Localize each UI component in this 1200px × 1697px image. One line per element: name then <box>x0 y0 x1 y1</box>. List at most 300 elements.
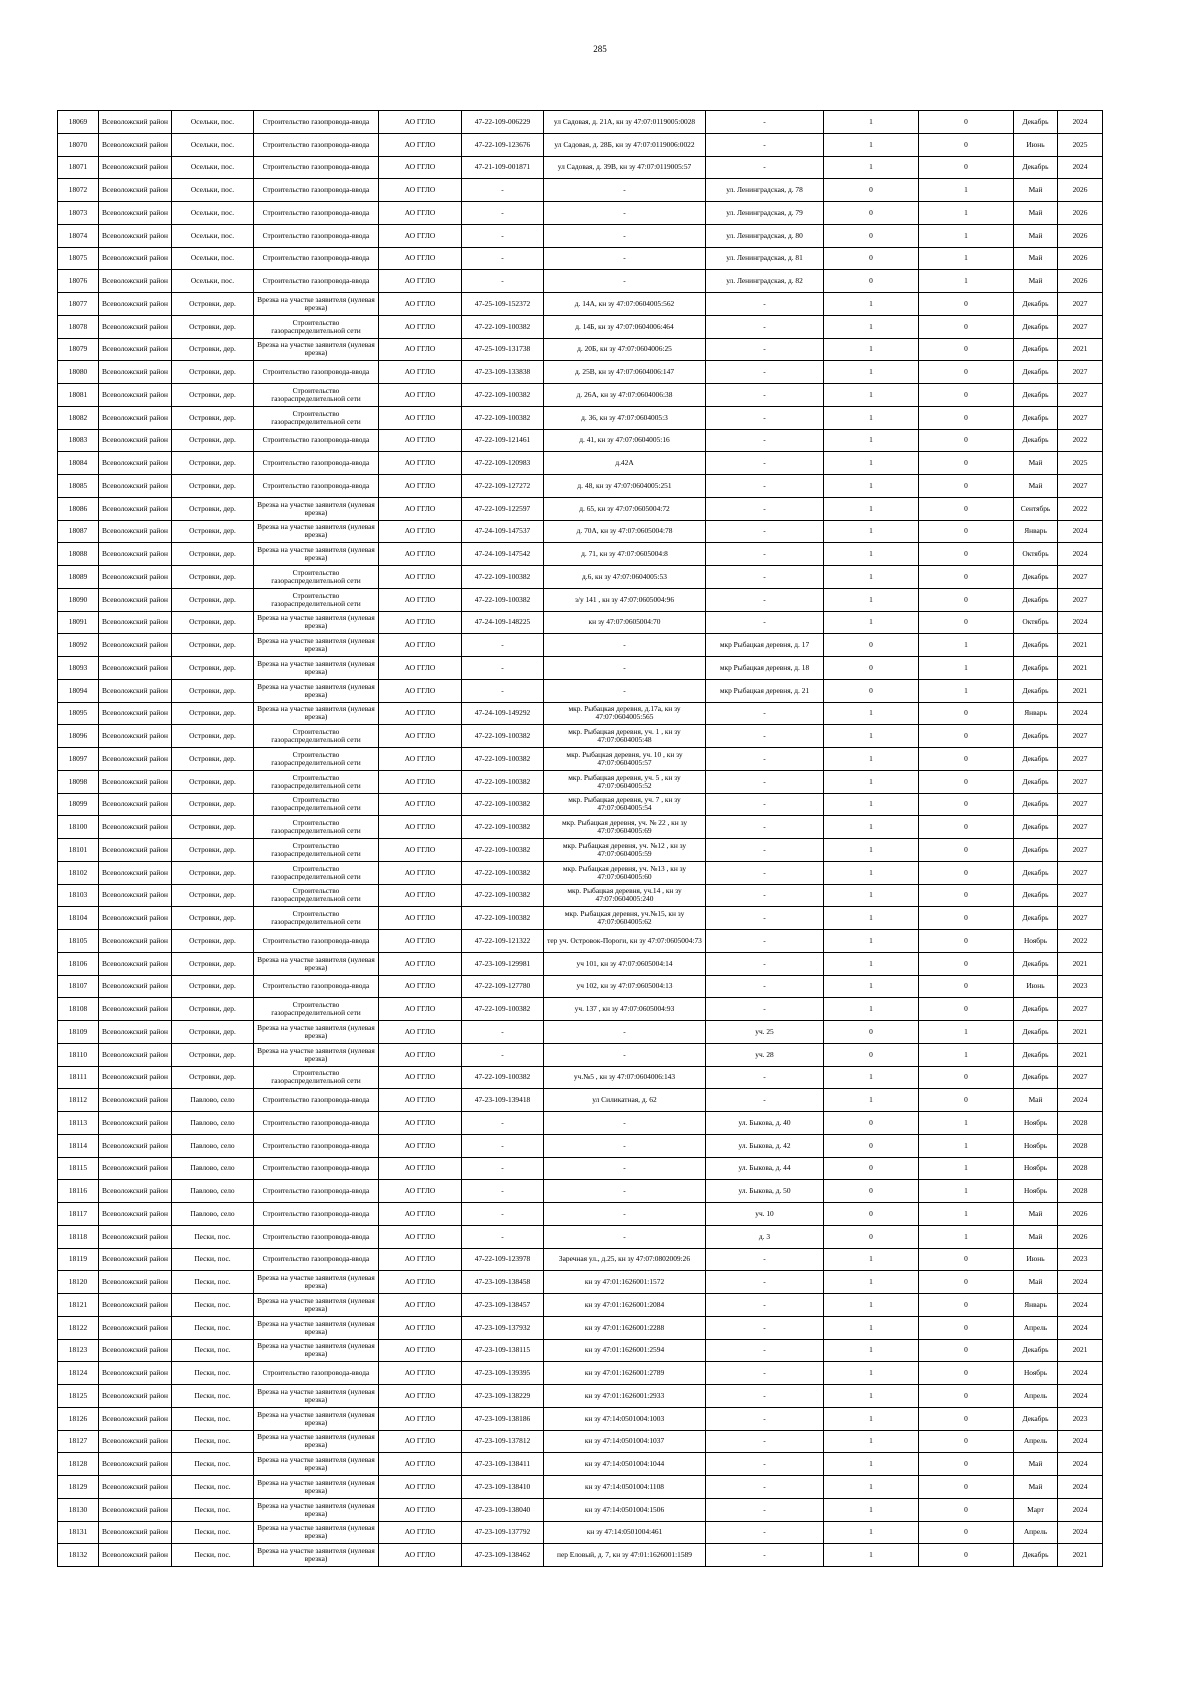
work-type-cell: Строительство газораспределительной сети <box>254 770 379 793</box>
organization-cell: АО ГГЛО <box>379 543 462 566</box>
district-cell: Всеволожский район <box>99 1385 172 1408</box>
application-code-cell: 47-22-109-100382 <box>462 884 544 907</box>
object-cell: - <box>544 247 706 270</box>
district-cell: Всеволожский район <box>99 1157 172 1180</box>
page-number: 285 <box>593 44 607 54</box>
count-b-cell: 0 <box>919 452 1014 475</box>
work-type-cell: Строительство газопровода-ввода <box>254 1225 379 1248</box>
count-a-cell: 1 <box>824 361 919 384</box>
row-number-cell: 18121 <box>58 1294 99 1317</box>
month-cell: Декабрь <box>1014 861 1058 884</box>
application-code-cell: 47-22-109-127780 <box>462 975 544 998</box>
count-a-cell: 1 <box>824 998 919 1021</box>
row-number-cell: 18126 <box>58 1407 99 1430</box>
organization-cell: АО ГГЛО <box>379 1180 462 1203</box>
organization-cell: АО ГГЛО <box>379 588 462 611</box>
locality-cell: Островки, дер. <box>172 770 254 793</box>
address-cell: - <box>706 406 824 429</box>
work-type-cell: Врезка на участке заявителя (нулевая врезка) <box>254 1339 379 1362</box>
count-a-cell: 1 <box>824 1339 919 1362</box>
application-code-cell: - <box>462 634 544 657</box>
row-number-cell: 18130 <box>58 1498 99 1521</box>
district-cell: Всеволожский район <box>99 520 172 543</box>
application-code-cell: 47-23-109-138462 <box>462 1544 544 1567</box>
district-cell: Всеволожский район <box>99 247 172 270</box>
application-code-cell: - <box>462 1043 544 1066</box>
object-cell: д. 14А, кн зу 47:07:0604005:562 <box>544 293 706 316</box>
month-cell: Май <box>1014 475 1058 498</box>
row-number-cell: 18106 <box>58 952 99 975</box>
table-body <box>58 111 1103 1567</box>
locality-cell: Пески, пос. <box>172 1225 254 1248</box>
application-code-cell: 47-23-109-138186 <box>462 1407 544 1430</box>
address-cell: ул. Ленинградская, д. 80 <box>706 224 824 247</box>
application-code-cell: 47-22-109-123676 <box>462 133 544 156</box>
row-number-cell: 18109 <box>58 1021 99 1044</box>
application-code-cell: 47-23-109-133838 <box>462 361 544 384</box>
count-b-cell: 0 <box>919 1498 1014 1521</box>
work-type-cell: Врезка на участке заявителя (нулевая врезка) <box>254 1498 379 1521</box>
locality-cell: Островки, дер. <box>172 611 254 634</box>
address-cell: - <box>706 475 824 498</box>
work-type-cell: Строительство газораспределительной сети <box>254 406 379 429</box>
object-cell: ул Садовая, д. 28Б, кн зу 47:07:0119006:0022 <box>544 133 706 156</box>
organization-cell: АО ГГЛО <box>379 497 462 520</box>
year-cell: 2027 <box>1058 861 1103 884</box>
object-cell: д. 71, кн зу 47:07:0605004:8 <box>544 543 706 566</box>
locality-cell: Островки, дер. <box>172 566 254 589</box>
count-b-cell: 0 <box>919 1294 1014 1317</box>
application-code-cell: 47-22-109-100382 <box>462 566 544 589</box>
organization-cell: АО ГГЛО <box>379 611 462 634</box>
object-cell: - <box>544 1021 706 1044</box>
organization-cell: АО ГГЛО <box>379 1271 462 1294</box>
work-type-cell: Врезка на участке заявителя (нулевая врезка) <box>254 952 379 975</box>
district-cell: Всеволожский район <box>99 839 172 862</box>
district-cell: Всеволожский район <box>99 1066 172 1089</box>
row-number-cell: 18090 <box>58 588 99 611</box>
object-cell: уч 102, кн зу 47:07:0605004:13 <box>544 975 706 998</box>
locality-cell: Павлово, село <box>172 1180 254 1203</box>
count-b-cell: 0 <box>919 588 1014 611</box>
count-a-cell: 1 <box>824 1521 919 1544</box>
month-cell: Декабрь <box>1014 884 1058 907</box>
count-b-cell: 1 <box>919 634 1014 657</box>
application-code-cell: 47-25-109-131738 <box>462 338 544 361</box>
work-type-cell: Врезка на участке заявителя (нулевая врезка) <box>254 497 379 520</box>
address-cell: - <box>706 520 824 543</box>
table-row <box>58 1043 1103 1066</box>
table-row <box>58 1407 1103 1430</box>
year-cell: 2021 <box>1058 1043 1103 1066</box>
year-cell: 2027 <box>1058 748 1103 771</box>
district-cell: Всеволожский район <box>99 1544 172 1567</box>
locality-cell: Островки, дер. <box>172 384 254 407</box>
district-cell: Всеволожский район <box>99 361 172 384</box>
year-cell: 2027 <box>1058 361 1103 384</box>
object-cell: кн зу 47:01:1626001:2594 <box>544 1339 706 1362</box>
row-number-cell: 18079 <box>58 338 99 361</box>
row-number-cell: 18080 <box>58 361 99 384</box>
year-cell: 2024 <box>1058 1521 1103 1544</box>
year-cell: 2028 <box>1058 1180 1103 1203</box>
application-code-cell: - <box>462 657 544 680</box>
row-number-cell: 18117 <box>58 1203 99 1226</box>
count-a-cell: 1 <box>824 884 919 907</box>
locality-cell: Островки, дер. <box>172 725 254 748</box>
object-cell: д. 48, кн зу 47:07:0604005:251 <box>544 475 706 498</box>
organization-cell: АО ГГЛО <box>379 725 462 748</box>
month-cell: Декабрь <box>1014 588 1058 611</box>
count-b-cell: 0 <box>919 384 1014 407</box>
row-number-cell: 18072 <box>58 179 99 202</box>
month-cell: Декабрь <box>1014 907 1058 930</box>
address-cell: - <box>706 384 824 407</box>
district-cell: Всеволожский район <box>99 497 172 520</box>
year-cell: 2022 <box>1058 429 1103 452</box>
application-code-cell: - <box>462 1112 544 1135</box>
table-row <box>58 475 1103 498</box>
year-cell: 2023 <box>1058 975 1103 998</box>
organization-cell: АО ГГЛО <box>379 1066 462 1089</box>
year-cell: 2027 <box>1058 315 1103 338</box>
month-cell: Декабрь <box>1014 566 1058 589</box>
object-cell: д. 65, кн зу 47:07:0605004:72 <box>544 497 706 520</box>
row-number-cell: 18076 <box>58 270 99 293</box>
table-row <box>58 1112 1103 1135</box>
application-code-cell: - <box>462 247 544 270</box>
table-row <box>58 338 1103 361</box>
object-cell: мкр. Рыбацкая деревня, уч. 7 , кн зу 47:07:0604005:54 <box>544 793 706 816</box>
row-number-cell: 18097 <box>58 748 99 771</box>
organization-cell: АО ГГЛО <box>379 1521 462 1544</box>
count-b-cell: 0 <box>919 702 1014 725</box>
district-cell: Всеволожский район <box>99 1180 172 1203</box>
application-code-cell: 47-22-109-120983 <box>462 452 544 475</box>
count-b-cell: 0 <box>919 1430 1014 1453</box>
row-number-cell: 18107 <box>58 975 99 998</box>
district-cell: Всеволожский район <box>99 907 172 930</box>
work-type-cell: Врезка на участке заявителя (нулевая врезка) <box>254 1316 379 1339</box>
work-type-cell: Строительство газопровода-ввода <box>254 1112 379 1135</box>
locality-cell: Пески, пос. <box>172 1544 254 1567</box>
district-cell: Всеволожский район <box>99 1316 172 1339</box>
work-type-cell: Врезка на участке заявителя (нулевая врезка) <box>254 657 379 680</box>
address-cell: - <box>706 156 824 179</box>
organization-cell: АО ГГЛО <box>379 634 462 657</box>
row-number-cell: 18101 <box>58 839 99 862</box>
organization-cell: АО ГГЛО <box>379 839 462 862</box>
locality-cell: Островки, дер. <box>172 1043 254 1066</box>
gasification-table <box>57 110 1103 1567</box>
organization-cell: АО ГГЛО <box>379 475 462 498</box>
count-a-cell: 1 <box>824 406 919 429</box>
month-cell: Май <box>1014 270 1058 293</box>
count-b-cell: 0 <box>919 111 1014 134</box>
application-code-cell: 47-22-109-100382 <box>462 998 544 1021</box>
month-cell: Декабрь <box>1014 679 1058 702</box>
object-cell: пер Еловый, д. 7, кн зу 47:01:1626001:1589 <box>544 1544 706 1567</box>
organization-cell: АО ГГЛО <box>379 884 462 907</box>
year-cell: 2024 <box>1058 1476 1103 1499</box>
organization-cell: АО ГГЛО <box>379 1453 462 1476</box>
address-cell: уч. 28 <box>706 1043 824 1066</box>
count-b-cell: 0 <box>919 748 1014 771</box>
year-cell: 2027 <box>1058 293 1103 316</box>
table-row <box>58 1225 1103 1248</box>
application-code-cell: - <box>462 1134 544 1157</box>
organization-cell: АО ГГЛО <box>379 1430 462 1453</box>
object-cell: мкр. Рыбацкая деревня, уч. 10 , кн зу 47:07:0604005:57 <box>544 748 706 771</box>
district-cell: Всеволожский район <box>99 998 172 1021</box>
object-cell: мкр. Рыбацкая деревня, уч. 5 , кн зу 47:07:0604005:52 <box>544 770 706 793</box>
work-type-cell: Врезка на участке заявителя (нулевая врезка) <box>254 1043 379 1066</box>
count-b-cell: 0 <box>919 1248 1014 1271</box>
month-cell: Июнь <box>1014 1248 1058 1271</box>
district-cell: Всеволожский район <box>99 315 172 338</box>
work-type-cell: Строительство газораспределительной сети <box>254 588 379 611</box>
organization-cell: АО ГГЛО <box>379 1316 462 1339</box>
row-number-cell: 18118 <box>58 1225 99 1248</box>
work-type-cell: Строительство газопровода-ввода <box>254 429 379 452</box>
organization-cell: АО ГГЛО <box>379 861 462 884</box>
work-type-cell: Строительство газопровода-ввода <box>254 179 379 202</box>
work-type-cell: Врезка на участке заявителя (нулевая врезка) <box>254 1407 379 1430</box>
application-code-cell: 47-22-109-100382 <box>462 907 544 930</box>
month-cell: Май <box>1014 452 1058 475</box>
district-cell: Всеволожский район <box>99 1271 172 1294</box>
object-cell: - <box>544 1112 706 1135</box>
year-cell: 2024 <box>1058 1271 1103 1294</box>
row-number-cell: 18123 <box>58 1339 99 1362</box>
organization-cell: АО ГГЛО <box>379 566 462 589</box>
month-cell: Апрель <box>1014 1521 1058 1544</box>
work-type-cell: Строительство газораспределительной сети <box>254 566 379 589</box>
address-cell: - <box>706 543 824 566</box>
count-b-cell: 0 <box>919 930 1014 953</box>
month-cell: Декабрь <box>1014 315 1058 338</box>
month-cell: Декабрь <box>1014 1066 1058 1089</box>
count-b-cell: 0 <box>919 1476 1014 1499</box>
work-type-cell: Строительство газопровода-ввода <box>254 452 379 475</box>
count-a-cell: 1 <box>824 497 919 520</box>
address-cell: ул. Быкова, д. 42 <box>706 1134 824 1157</box>
year-cell: 2024 <box>1058 702 1103 725</box>
object-cell: - <box>544 1134 706 1157</box>
locality-cell: Пески, пос. <box>172 1385 254 1408</box>
application-code-cell: 47-23-109-138115 <box>462 1339 544 1362</box>
row-number-cell: 18108 <box>58 998 99 1021</box>
year-cell: 2026 <box>1058 224 1103 247</box>
table-row <box>58 793 1103 816</box>
object-cell: мкр. Рыбацкая деревня, уч. 1 , кн зу 47:07:0604005:48 <box>544 725 706 748</box>
year-cell: 2024 <box>1058 1316 1103 1339</box>
organization-cell: АО ГГЛО <box>379 133 462 156</box>
count-a-cell: 1 <box>824 1430 919 1453</box>
application-code-cell: 47-22-109-100382 <box>462 588 544 611</box>
count-b-cell: 0 <box>919 293 1014 316</box>
year-cell: 2024 <box>1058 1362 1103 1385</box>
work-type-cell: Строительство газораспределительной сети <box>254 384 379 407</box>
table-row <box>58 861 1103 884</box>
count-b-cell: 0 <box>919 406 1014 429</box>
year-cell: 2027 <box>1058 475 1103 498</box>
count-a-cell: 1 <box>824 315 919 338</box>
row-number-cell: 18110 <box>58 1043 99 1066</box>
district-cell: Всеволожский район <box>99 611 172 634</box>
application-code-cell: - <box>462 1203 544 1226</box>
work-type-cell: Строительство газопровода-ввода <box>254 930 379 953</box>
district-cell: Всеволожский район <box>99 725 172 748</box>
application-code-cell: 47-22-109-121461 <box>462 429 544 452</box>
year-cell: 2027 <box>1058 770 1103 793</box>
work-type-cell: Врезка на участке заявителя (нулевая врезка) <box>254 543 379 566</box>
object-cell: кн зу 47:01:1626001:2933 <box>544 1385 706 1408</box>
count-a-cell: 0 <box>824 657 919 680</box>
count-b-cell: 0 <box>919 315 1014 338</box>
work-type-cell: Строительство газораспределительной сети <box>254 998 379 1021</box>
work-type-cell: Строительство газопровода-ввода <box>254 1362 379 1385</box>
month-cell: Май <box>1014 224 1058 247</box>
locality-cell: Островки, дер. <box>172 361 254 384</box>
object-cell: кн зу 47:14:0501004:1506 <box>544 1498 706 1521</box>
count-b-cell: 0 <box>919 884 1014 907</box>
organization-cell: АО ГГЛО <box>379 293 462 316</box>
work-type-cell: Врезка на участке заявителя (нулевая врезка) <box>254 293 379 316</box>
month-cell: Декабрь <box>1014 770 1058 793</box>
month-cell: Май <box>1014 1453 1058 1476</box>
month-cell: Март <box>1014 1498 1058 1521</box>
count-b-cell: 0 <box>919 861 1014 884</box>
year-cell: 2024 <box>1058 543 1103 566</box>
row-number-cell: 18081 <box>58 384 99 407</box>
count-b-cell: 0 <box>919 520 1014 543</box>
address-cell: - <box>706 452 824 475</box>
locality-cell: Островки, дер. <box>172 520 254 543</box>
object-cell: - <box>544 224 706 247</box>
object-cell: мкр. Рыбацкая деревня, уч. №12 , кн зу 47:07:0604005:59 <box>544 839 706 862</box>
district-cell: Всеволожский район <box>99 1089 172 1112</box>
application-code-cell: 47-23-109-137792 <box>462 1521 544 1544</box>
table-row <box>58 611 1103 634</box>
table-row <box>58 224 1103 247</box>
locality-cell: Островки, дер. <box>172 634 254 657</box>
count-a-cell: 1 <box>824 1498 919 1521</box>
object-cell: д.6, кн зу 47:07:0604005:53 <box>544 566 706 589</box>
table-row <box>58 1180 1103 1203</box>
row-number-cell: 18070 <box>58 133 99 156</box>
row-number-cell: 18094 <box>58 679 99 702</box>
district-cell: Всеволожский район <box>99 293 172 316</box>
work-type-cell: Строительство газораспределительной сети <box>254 884 379 907</box>
month-cell: Декабрь <box>1014 657 1058 680</box>
month-cell: Декабрь <box>1014 748 1058 771</box>
district-cell: Всеволожский район <box>99 1134 172 1157</box>
count-b-cell: 0 <box>919 338 1014 361</box>
row-number-cell: 18100 <box>58 816 99 839</box>
locality-cell: Павлово, село <box>172 1089 254 1112</box>
work-type-cell: Строительство газораспределительной сети <box>254 793 379 816</box>
row-number-cell: 18102 <box>58 861 99 884</box>
row-number-cell: 18125 <box>58 1385 99 1408</box>
table-row <box>58 1430 1103 1453</box>
month-cell: Декабрь <box>1014 384 1058 407</box>
organization-cell: АО ГГЛО <box>379 930 462 953</box>
district-cell: Всеволожский район <box>99 1339 172 1362</box>
address-cell: - <box>706 1430 824 1453</box>
count-a-cell: 0 <box>824 679 919 702</box>
table-row <box>58 975 1103 998</box>
row-number-cell: 18124 <box>58 1362 99 1385</box>
count-a-cell: 1 <box>824 588 919 611</box>
year-cell: 2027 <box>1058 588 1103 611</box>
object-cell: - <box>544 202 706 225</box>
locality-cell: Павлово, село <box>172 1157 254 1180</box>
object-cell: кн зу 47:01:1626001:2084 <box>544 1294 706 1317</box>
count-b-cell: 0 <box>919 725 1014 748</box>
locality-cell: Пески, пос. <box>172 1498 254 1521</box>
month-cell: Декабрь <box>1014 361 1058 384</box>
district-cell: Всеволожский район <box>99 793 172 816</box>
locality-cell: Островки, дер. <box>172 793 254 816</box>
count-a-cell: 0 <box>824 1043 919 1066</box>
row-number-cell: 18073 <box>58 202 99 225</box>
district-cell: Всеволожский район <box>99 429 172 452</box>
table-row <box>58 1498 1103 1521</box>
table-row <box>58 588 1103 611</box>
application-code-cell: 47-22-109-100382 <box>462 748 544 771</box>
object-cell: - <box>544 634 706 657</box>
year-cell: 2022 <box>1058 497 1103 520</box>
organization-cell: АО ГГЛО <box>379 315 462 338</box>
row-number-cell: 18119 <box>58 1248 99 1271</box>
locality-cell: Павлово, село <box>172 1134 254 1157</box>
address-cell: ул. Ленинградская, д. 78 <box>706 179 824 202</box>
address-cell: - <box>706 975 824 998</box>
address-cell: - <box>706 1294 824 1317</box>
row-number-cell: 18114 <box>58 1134 99 1157</box>
organization-cell: АО ГГЛО <box>379 1339 462 1362</box>
organization-cell: АО ГГЛО <box>379 1294 462 1317</box>
year-cell: 2026 <box>1058 179 1103 202</box>
application-code-cell: 47-23-109-129981 <box>462 952 544 975</box>
locality-cell: Островки, дер. <box>172 543 254 566</box>
row-number-cell: 18084 <box>58 452 99 475</box>
organization-cell: АО ГГЛО <box>379 657 462 680</box>
address-cell: - <box>706 133 824 156</box>
year-cell: 2021 <box>1058 952 1103 975</box>
count-b-cell: 1 <box>919 1180 1014 1203</box>
work-type-cell: Строительство газораспределительной сети <box>254 861 379 884</box>
district-cell: Всеволожский район <box>99 406 172 429</box>
year-cell: 2028 <box>1058 1112 1103 1135</box>
count-a-cell: 1 <box>824 816 919 839</box>
object-cell: з/у 141 , кн зу 47:07:0605004:96 <box>544 588 706 611</box>
application-code-cell: 47-22-109-121322 <box>462 930 544 953</box>
count-b-cell: 1 <box>919 1021 1014 1044</box>
organization-cell: АО ГГЛО <box>379 202 462 225</box>
row-number-cell: 18087 <box>58 520 99 543</box>
organization-cell: АО ГГЛО <box>379 1362 462 1385</box>
object-cell: д. 70А, кн зу 47:07:0605004:78 <box>544 520 706 543</box>
work-type-cell: Строительство газопровода-ввода <box>254 1157 379 1180</box>
year-cell: 2024 <box>1058 111 1103 134</box>
address-cell: - <box>706 1521 824 1544</box>
address-cell: мкр Рыбацкая деревня, д. 21 <box>706 679 824 702</box>
locality-cell: Островки, дер. <box>172 1066 254 1089</box>
count-a-cell: 1 <box>824 543 919 566</box>
district-cell: Всеволожский район <box>99 952 172 975</box>
